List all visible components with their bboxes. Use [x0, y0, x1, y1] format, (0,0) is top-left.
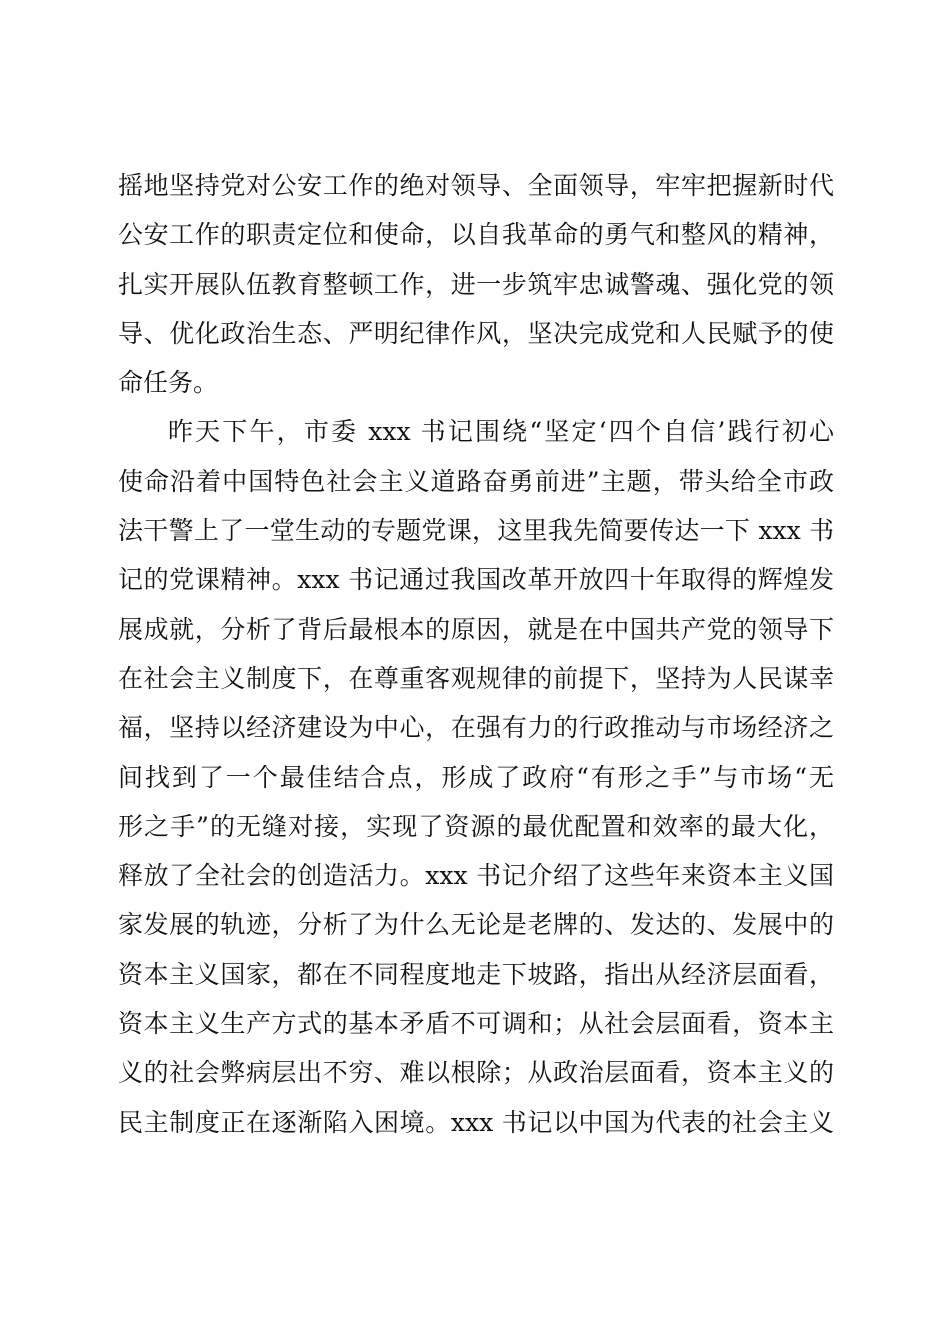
text-line: 摇地坚持党对公安工作的绝对领导、全面领导，牢牢把握新时代 — [118, 171, 834, 200]
body-text — [118, 166, 834, 1152]
text-line: 释放了全社会的创造活力。xxx 书记介绍了这些年来资本主义国 — [118, 861, 834, 891]
text-line: 扎实开展队伍教育整顿工作，进一步筑牢忠诚警魂、强化党的领 — [118, 269, 834, 299]
text-line: 形之手”的无缝对接，实现了资源的最优配置和效率的最大化， — [118, 811, 834, 841]
text-line: 命任务。 — [118, 368, 219, 398]
text-line: 间找到了一个最佳结合点，形成了政府“有形之手”与市场“无 — [118, 762, 834, 792]
text-line: 资本主义国家，都在不同程度地走下坡路，指出从经济层面看， — [118, 959, 834, 989]
text-line: 义的社会弊病层出不穷、难以根除；从政治层面看，资本主义的 — [118, 1058, 834, 1088]
text-line: 民主制度正在逐渐陷入困境。xxx 书记以中国为代表的社会主义 — [118, 1107, 834, 1137]
text-line: 使命沿着中国特色社会主义道路奋勇前进”主题，带头给全市政 — [118, 466, 834, 496]
text-line: 昨天下午，市委 xxx 书记围绕“坚定‘四个自信’践行初心 — [168, 417, 834, 447]
text-line: 资本主义生产方式的基本矛盾不可调和；从社会层面看，资本主 — [118, 1009, 834, 1039]
text-line: 记的党课精神。xxx 书记通过我国改革开放四十年取得的辉煌发 — [118, 565, 834, 595]
text-line: 公安工作的职责定位和使命，以自我革命的勇气和整风的精神， — [118, 220, 834, 250]
text-line: 在社会主义制度下，在尊重客观规律的前提下，坚持为人民谋幸 — [118, 663, 834, 693]
text-line: 福，坚持以经济建设为中心，在强有力的行政推动与市场经济之 — [118, 713, 834, 743]
text-line: 展成就，分析了背后最根本的原因，就是在中国共产党的领导下 — [118, 614, 834, 644]
text-line: 家发展的轨迹，分析了为什么无论是老牌的、发达的、发展中的 — [118, 910, 834, 940]
text-line: 导、优化政治生态、严明纪律作风，坚决完成党和人民赋予的使 — [118, 318, 834, 348]
text-line: 法干警上了一堂生动的专题党课，这里我先简要传达一下 xxx 书 — [118, 516, 834, 546]
